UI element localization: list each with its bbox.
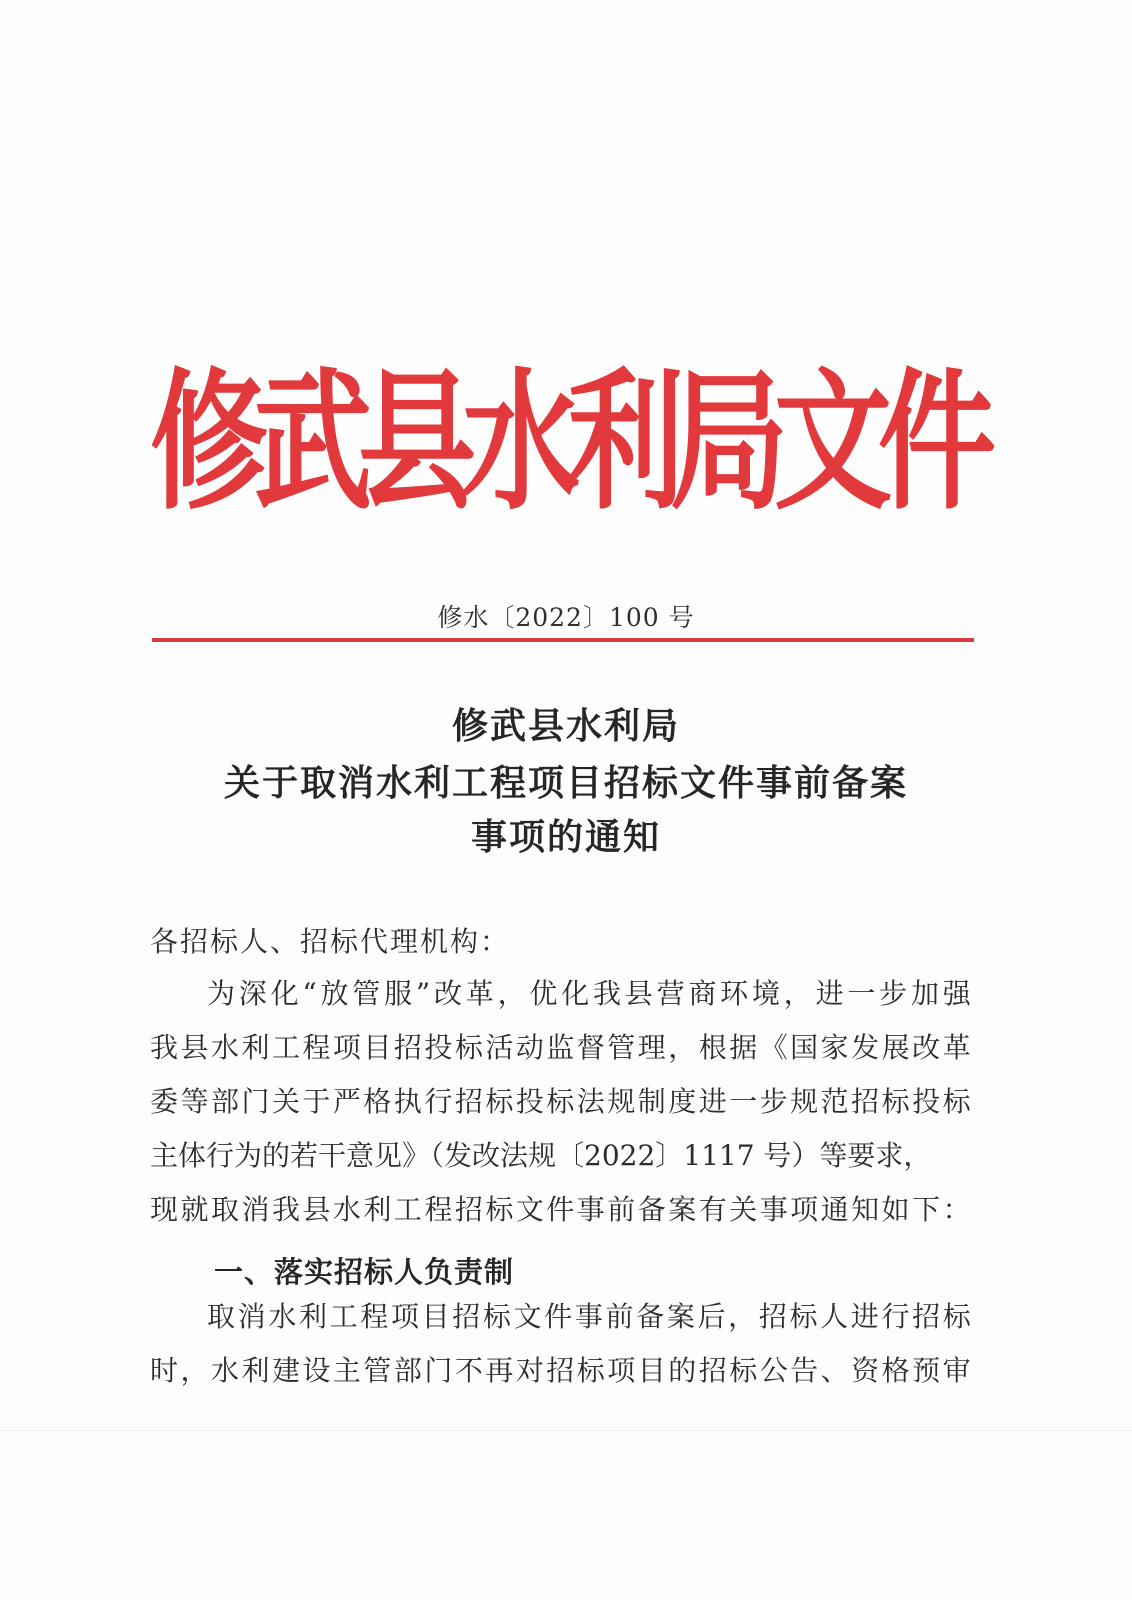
text-char: 《 xyxy=(759,1031,788,1064)
text-char: 如 xyxy=(881,1193,910,1226)
document-number: 修水〔2022〕100 号 xyxy=(437,603,695,632)
text-char: 我 xyxy=(271,1193,300,1226)
paragraph1-line-4: 主体行为的若干意见》（发改法规〔2022〕1117 号）等要求， xyxy=(150,1139,932,1172)
text-char: 我 xyxy=(592,977,621,1010)
text-char: 招 xyxy=(393,1031,422,1064)
text-char: 工 xyxy=(329,1300,358,1333)
text-char: 件 xyxy=(546,1193,575,1226)
text-char: 化 xyxy=(561,977,590,1010)
text-char: 目 xyxy=(637,1354,666,1387)
text-char: 法 xyxy=(576,1085,605,1118)
text-char: 部 xyxy=(393,1354,422,1387)
text-char: 管 xyxy=(363,1354,392,1387)
text-char: 文 xyxy=(515,1193,544,1226)
text-char: 于 xyxy=(302,1085,331,1118)
text-char: 标 xyxy=(485,1085,514,1118)
text-char: 标 xyxy=(789,1300,818,1333)
text-char: 境 xyxy=(751,977,780,1010)
text-char: 程 xyxy=(302,1031,331,1064)
text-char: 利 xyxy=(241,1031,270,1064)
text-char: 消 xyxy=(237,1300,266,1333)
text-char: 的 xyxy=(668,1354,697,1387)
text-char: 根 xyxy=(698,1031,727,1064)
text-char: 化 xyxy=(270,977,299,1010)
text-char: 现 xyxy=(150,1193,179,1226)
text-char: 县 xyxy=(302,1193,331,1226)
text-char: 程 xyxy=(360,1300,389,1333)
text-char: 标 xyxy=(576,1354,605,1387)
text-char: 加 xyxy=(910,977,939,1010)
text-char: 下 xyxy=(912,1193,941,1226)
section-heading-1: 一、落实招标人负责制 xyxy=(214,1255,515,1289)
text-char: 利 xyxy=(298,1300,327,1333)
text-char: 投 xyxy=(424,1031,453,1064)
text-char: 县 xyxy=(180,1031,209,1064)
text-char: 标 xyxy=(881,1085,910,1118)
text-char: 为 xyxy=(207,977,236,1010)
text-char: 前 xyxy=(605,1300,634,1333)
text-char: 管 xyxy=(607,1031,636,1064)
text-char: 案 xyxy=(668,1193,697,1226)
text-char: 件 xyxy=(544,1300,573,1333)
text-char: 投 xyxy=(515,1085,544,1118)
text-char: 事 xyxy=(576,1193,605,1226)
text-char: 通 xyxy=(820,1193,849,1226)
text-char: ： xyxy=(942,1193,971,1226)
text-char: 督 xyxy=(576,1031,605,1064)
text-char: 建 xyxy=(271,1354,300,1387)
text-char: 行 xyxy=(424,1085,453,1118)
text-char: 公 xyxy=(759,1354,788,1387)
text-char: 展 xyxy=(881,1031,910,1064)
text-char: ” xyxy=(415,977,431,1010)
text-char: ， xyxy=(783,977,812,1010)
text-char: 部 xyxy=(210,1085,239,1118)
text-char: 门 xyxy=(241,1085,270,1118)
text-char: 水 xyxy=(332,1193,361,1226)
text-char: 审 xyxy=(942,1354,971,1387)
text-char: 我 xyxy=(150,1031,179,1064)
text-char: 关 xyxy=(271,1085,300,1118)
masthead-char: 修 xyxy=(150,353,269,531)
text-char: 工 xyxy=(393,1193,422,1226)
text-char: 国 xyxy=(790,1031,819,1064)
text-char: 标 xyxy=(485,1193,514,1226)
text-char: 就 xyxy=(180,1193,209,1226)
text-char: 县 xyxy=(624,977,653,1010)
paragraph2-line-1 xyxy=(207,1300,971,1333)
text-char: 事 xyxy=(574,1300,603,1333)
text-char: 等 xyxy=(180,1085,209,1118)
text-char: 范 xyxy=(820,1085,849,1118)
text-char: 动 xyxy=(515,1031,544,1064)
text-char: 目 xyxy=(363,1031,392,1064)
text-char: 制 xyxy=(637,1085,666,1118)
text-char: 理 xyxy=(637,1031,666,1064)
text-char: 工 xyxy=(271,1031,300,1064)
text-char: 规 xyxy=(790,1085,819,1118)
text-char: 利 xyxy=(241,1354,270,1387)
text-char: 设 xyxy=(302,1354,331,1387)
red-divider-line xyxy=(152,638,974,642)
text-char: 标 xyxy=(729,1354,758,1387)
text-char: 文 xyxy=(513,1300,542,1333)
text-char: 标 xyxy=(482,1300,511,1333)
text-char: 革 xyxy=(465,977,494,1010)
text-char: 监 xyxy=(546,1031,575,1064)
text-char: 优 xyxy=(529,977,558,1010)
text-char: 知 xyxy=(851,1193,880,1226)
masthead-char: 件 xyxy=(878,353,997,531)
text-char: 度 xyxy=(668,1085,697,1118)
text-char: 程 xyxy=(424,1193,453,1226)
text-char: 标 xyxy=(942,1085,971,1118)
text-char: 资 xyxy=(851,1354,880,1387)
text-char: 进 xyxy=(815,977,844,1010)
text-char: 标 xyxy=(454,1031,483,1064)
text-char: 人 xyxy=(820,1300,849,1333)
text-char: 步 xyxy=(759,1085,788,1118)
text-char: 、 xyxy=(820,1354,849,1387)
text-char: 有 xyxy=(698,1193,727,1226)
text-char: 项 xyxy=(332,1031,361,1064)
masthead-title xyxy=(150,327,997,557)
text-char: 后 xyxy=(697,1300,726,1333)
masthead-char: 利 xyxy=(566,353,685,531)
text-char: 管 xyxy=(352,977,381,1010)
text-char: 招 xyxy=(698,1354,727,1387)
text-char: 革 xyxy=(942,1031,971,1064)
text-char: 招 xyxy=(758,1300,787,1333)
text-char: 利 xyxy=(363,1193,392,1226)
text-char: 项 xyxy=(790,1193,819,1226)
masthead-char: 文 xyxy=(774,353,893,531)
text-char: 主 xyxy=(332,1354,361,1387)
text-char: 商 xyxy=(688,977,717,1010)
text-char: 活 xyxy=(485,1031,514,1064)
text-char: 强 xyxy=(942,977,971,1010)
text-char: 进 xyxy=(698,1085,727,1118)
paragraph1-line-1 xyxy=(207,977,971,1010)
text-char: 一 xyxy=(729,1085,758,1118)
text-char: “ xyxy=(302,977,317,1010)
masthead-char: 局 xyxy=(670,353,789,531)
text-char: 招 xyxy=(912,1300,941,1333)
paragraph1-line-2 xyxy=(150,1031,971,1064)
text-char: 案 xyxy=(666,1300,695,1333)
text-char: ， xyxy=(497,977,526,1010)
text-char: 告 xyxy=(790,1354,819,1387)
text-char: 委 xyxy=(150,1085,179,1118)
text-char: ， xyxy=(728,1300,757,1333)
text-char: 改 xyxy=(912,1031,941,1064)
text-char: 改 xyxy=(434,977,463,1010)
text-char: 目 xyxy=(421,1300,450,1333)
text-char: 环 xyxy=(720,977,749,1010)
text-char: 招 xyxy=(454,1085,483,1118)
text-char: 招 xyxy=(454,1193,483,1226)
text-char: 备 xyxy=(637,1193,666,1226)
paragraph1-line-5 xyxy=(150,1193,971,1226)
text-char: 步 xyxy=(879,977,908,1010)
text-char: 取 xyxy=(207,1300,236,1333)
masthead-char: 水 xyxy=(462,353,581,531)
text-char: 不 xyxy=(454,1354,483,1387)
text-char: 投 xyxy=(912,1085,941,1118)
text-char: ， xyxy=(180,1354,209,1387)
text-char: 深 xyxy=(238,977,267,1010)
text-char: 标 xyxy=(546,1085,575,1118)
text-char: 水 xyxy=(210,1354,239,1387)
text-char: 备 xyxy=(636,1300,665,1333)
paragraph2-line-2 xyxy=(150,1354,971,1387)
text-char: 招 xyxy=(452,1300,481,1333)
text-char: 再 xyxy=(485,1354,514,1387)
text-char: 招 xyxy=(851,1085,880,1118)
text-char: 标 xyxy=(942,1300,971,1333)
text-char: 消 xyxy=(241,1193,270,1226)
text-char: 水 xyxy=(268,1300,297,1333)
text-char: 事 xyxy=(759,1193,788,1226)
text-char: 项 xyxy=(390,1300,419,1333)
salutation: 各招标人、招标代理机构： xyxy=(150,925,511,958)
title-line-3: 事项的通知 xyxy=(470,817,661,858)
text-char: 关 xyxy=(729,1193,758,1226)
text-char: 门 xyxy=(424,1354,453,1387)
text-char: 进 xyxy=(850,1300,879,1333)
text-char: 一 xyxy=(847,977,876,1010)
text-char: 时 xyxy=(150,1354,179,1387)
text-char: 前 xyxy=(607,1193,636,1226)
text-char: 招 xyxy=(546,1354,575,1387)
text-char: 放 xyxy=(320,977,349,1010)
text-char: 格 xyxy=(363,1085,392,1118)
text-char: ， xyxy=(668,1031,697,1064)
text-char: 营 xyxy=(656,977,685,1010)
paragraph1-line-3 xyxy=(150,1085,971,1118)
text-char: 项 xyxy=(607,1354,636,1387)
text-char: 据 xyxy=(729,1031,758,1064)
text-char: 发 xyxy=(851,1031,880,1064)
text-char: 家 xyxy=(820,1031,849,1064)
title-line-2: 关于取消水利工程项目招标文件事前备案 xyxy=(223,763,908,804)
text-char: 格 xyxy=(881,1354,910,1387)
text-char: 服 xyxy=(384,977,413,1010)
scan-artifact-line xyxy=(0,1430,1132,1431)
masthead-char: 县 xyxy=(358,353,477,531)
text-char: 取 xyxy=(210,1193,239,1226)
masthead-char: 武 xyxy=(254,353,373,531)
text-char: 规 xyxy=(607,1085,636,1118)
text-char: 预 xyxy=(912,1354,941,1387)
text-char: 严 xyxy=(332,1085,361,1118)
title-line-1: 修武县水利局 xyxy=(451,706,680,747)
text-char: 行 xyxy=(881,1300,910,1333)
text-char: 水 xyxy=(210,1031,239,1064)
text-char: 执 xyxy=(393,1085,422,1118)
text-char: 对 xyxy=(515,1354,544,1387)
